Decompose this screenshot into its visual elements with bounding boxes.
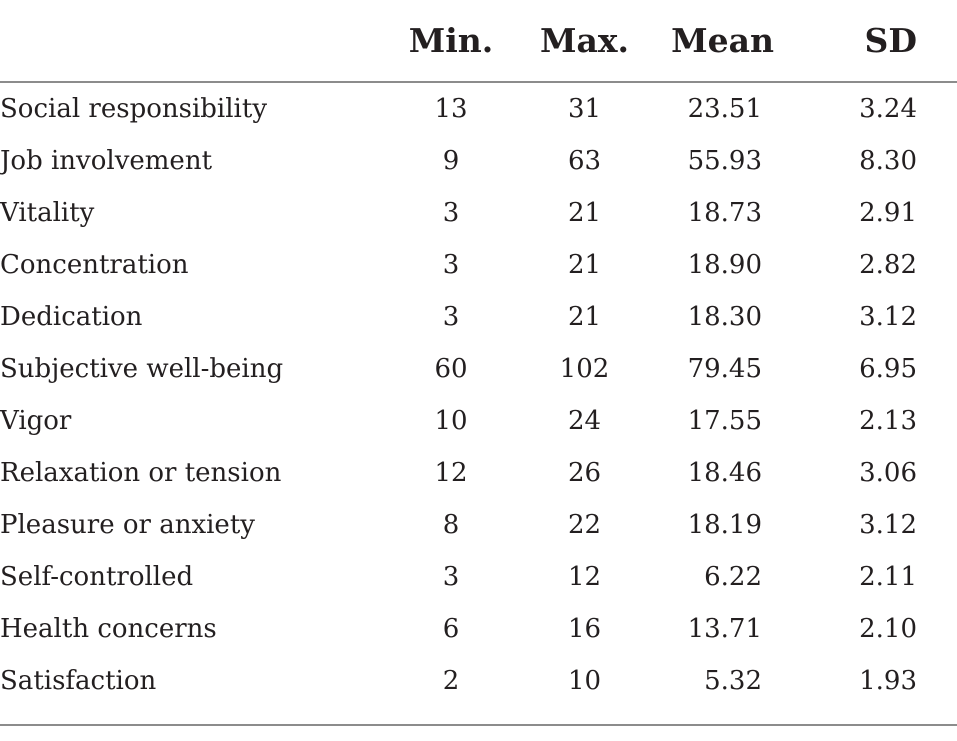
cell-max: 16 <box>567 614 602 644</box>
cell-max: 10 <box>567 666 602 696</box>
cell-mean: 18.73 <box>687 198 762 228</box>
header-sd: SD <box>822 0 957 82</box>
header-row <box>0 0 957 82</box>
table-body <box>0 82 957 707</box>
row-label: Social responsibility <box>0 94 268 124</box>
cell-min: 12 <box>434 458 468 488</box>
cell-mean: 5.32 <box>704 666 762 696</box>
cell-max: 21 <box>567 302 602 332</box>
cell-sd: 2.11 <box>859 562 917 592</box>
cell-mean: 18.30 <box>687 302 762 332</box>
row-label: Vigor <box>0 406 72 436</box>
row-label: Job involvement <box>0 146 213 176</box>
cell-min: 3 <box>442 250 460 280</box>
cell-mean: 79.45 <box>687 354 762 384</box>
row-label: Relaxation or tension <box>0 458 282 488</box>
cell-max: 21 <box>567 198 602 228</box>
table-row <box>0 239 957 291</box>
table-row <box>0 551 957 603</box>
row-label: Dedication <box>0 302 143 332</box>
table-row <box>0 499 957 551</box>
row-label: Satisfaction <box>0 666 157 696</box>
table-row <box>0 447 957 499</box>
cell-max: 24 <box>567 406 602 436</box>
cell-mean: 17.55 <box>687 406 762 436</box>
row-label: Subjective well-being <box>0 354 284 384</box>
cell-min: 2 <box>442 666 460 696</box>
table-row <box>0 395 957 447</box>
cell-max: 12 <box>567 562 602 592</box>
table-row <box>0 291 957 343</box>
row-label: Pleasure or anxiety <box>0 510 255 540</box>
cell-min: 3 <box>442 562 460 592</box>
cell-min: 9 <box>442 146 460 176</box>
cell-min: 60 <box>434 354 468 384</box>
cell-sd: 8.30 <box>859 146 917 176</box>
cell-mean: 55.93 <box>687 146 762 176</box>
cell-max: 21 <box>567 250 602 280</box>
cell-sd: 3.12 <box>859 510 917 540</box>
cell-min: 10 <box>434 406 468 436</box>
cell-min: 8 <box>442 510 460 540</box>
table-bottom-rule <box>0 724 957 726</box>
cell-sd: 2.82 <box>859 250 917 280</box>
row-label: Vitality <box>0 198 95 228</box>
cell-mean: 18.19 <box>687 510 762 540</box>
cell-mean: 6.22 <box>704 562 762 592</box>
cell-max: 31 <box>567 94 602 124</box>
cell-max: 26 <box>567 458 602 488</box>
cell-sd: 3.06 <box>859 458 917 488</box>
header-min: Min. <box>395 0 507 82</box>
table-row <box>0 603 957 655</box>
cell-max: 63 <box>567 146 602 176</box>
table-row <box>0 135 957 187</box>
cell-mean: 18.90 <box>687 250 762 280</box>
table-row <box>0 655 957 707</box>
table-header <box>0 0 957 82</box>
cell-mean: 18.46 <box>687 458 762 488</box>
cell-mean: 23.51 <box>687 94 762 124</box>
cell-max: 22 <box>567 510 602 540</box>
table-row <box>0 343 957 395</box>
header-max: Max. <box>507 0 662 82</box>
cell-min: 3 <box>442 302 460 332</box>
cell-mean: 13.71 <box>687 614 762 644</box>
row-label: Self-controlled <box>0 562 194 592</box>
cell-sd: 6.95 <box>859 354 917 384</box>
row-label: Health concerns <box>0 614 217 644</box>
table-row <box>0 187 957 239</box>
header-mean: Mean <box>662 0 822 82</box>
cell-sd: 3.24 <box>859 94 917 124</box>
header-variable <box>0 0 395 82</box>
cell-sd: 2.10 <box>859 614 917 644</box>
table-row <box>0 82 957 135</box>
cell-sd: 3.12 <box>859 302 917 332</box>
cell-sd: 2.91 <box>859 198 917 228</box>
cell-sd: 2.13 <box>859 406 917 436</box>
cell-sd: 1.93 <box>859 666 917 696</box>
cell-min: 6 <box>442 614 460 644</box>
cell-min: 3 <box>442 198 460 228</box>
row-label: Concentration <box>0 250 189 280</box>
cell-max: 102 <box>559 354 610 384</box>
cell-min: 13 <box>434 94 468 124</box>
